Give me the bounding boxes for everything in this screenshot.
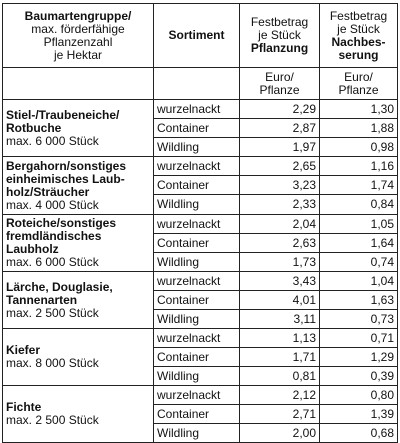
header-replant-line: serung xyxy=(338,47,379,62)
sortiment-cell: Wildling xyxy=(154,138,240,157)
sortiment-cell: Container xyxy=(154,291,240,310)
replant-amount-cell: 0,73 xyxy=(320,310,398,329)
max-plants-per-hectare: max. 2 500 Stück xyxy=(6,413,99,427)
planting-amount-cell: 3,43 xyxy=(240,272,320,291)
species-group-cell xyxy=(3,272,154,329)
sortiment-cell: Wildling xyxy=(154,253,240,272)
unit-line: Euro/ xyxy=(265,69,294,84)
header-sortiment: Sortiment xyxy=(154,4,240,68)
planting-amount-cell: 2,71 xyxy=(240,405,320,424)
planting-amount-cell: 2,87 xyxy=(240,119,320,138)
unit-replant xyxy=(320,68,398,100)
replant-amount-cell: 1,30 xyxy=(320,100,398,119)
unit-empty xyxy=(154,68,240,100)
unit-planting xyxy=(240,68,320,100)
sortiment-cell: wurzelnackt xyxy=(154,329,240,348)
header-planting-line: Pflanzung xyxy=(250,41,309,55)
planting-amount-cell: 2,29 xyxy=(240,100,320,119)
planting-amount-cell: 2,12 xyxy=(240,386,320,405)
planting-amount-cell: 1,13 xyxy=(240,329,320,348)
species-group-name: holz/Sträucher xyxy=(6,184,90,199)
replant-amount-cell: 0,68 xyxy=(320,424,398,443)
sortiment-cell: Wildling xyxy=(154,195,240,215)
replant-amount-cell: 0,84 xyxy=(320,195,398,215)
sortiment-cell: Container xyxy=(154,234,240,253)
sortiment-cell: wurzelnackt xyxy=(154,157,240,176)
replant-amount-cell: 1,29 xyxy=(320,348,398,367)
header-planting xyxy=(240,4,320,68)
table-row xyxy=(3,215,398,234)
replant-amount-cell: 1,64 xyxy=(320,234,398,253)
replant-amount-cell: 1,74 xyxy=(320,176,398,195)
species-group-name: Roteiche/sonstiges xyxy=(6,216,117,230)
replant-amount-cell: 1,04 xyxy=(320,272,398,291)
sortiment-cell: wurzelnackt xyxy=(154,386,240,405)
header-group-line: Pflanzenzahl xyxy=(43,34,113,49)
planting-amount-cell: 1,73 xyxy=(240,253,320,272)
sortiment-cell: Container xyxy=(154,405,240,424)
species-group-name: Laubholz xyxy=(6,242,59,256)
planting-amount-cell: 3,11 xyxy=(240,310,320,329)
unit-line: Euro/ xyxy=(344,69,373,84)
sortiment-cell: wurzelnackt xyxy=(154,272,240,291)
unit-line: Pflanze xyxy=(259,82,300,97)
planting-amount-cell: 1,71 xyxy=(240,348,320,367)
replant-amount-cell: 0,80 xyxy=(320,386,398,405)
header-replant xyxy=(320,4,398,68)
subsidy-table xyxy=(2,3,398,443)
sortiment-cell: Wildling xyxy=(154,367,240,386)
species-group-name: Fichte xyxy=(6,400,42,414)
table-row xyxy=(3,272,398,291)
species-group-cell xyxy=(3,215,154,272)
replant-amount-cell: 1,88 xyxy=(320,119,398,138)
species-group-name: Lärche, Douglasie, xyxy=(6,279,113,294)
species-group-name: Kiefer xyxy=(6,343,41,357)
replant-amount-cell: 0,39 xyxy=(320,367,398,386)
species-group-name: fremdländisches xyxy=(6,229,102,243)
replant-amount-cell: 0,71 xyxy=(320,329,398,348)
replant-amount-cell: 0,98 xyxy=(320,138,398,157)
species-group-cell xyxy=(3,157,154,215)
sortiment-cell: Container xyxy=(154,348,240,367)
unit-line: Pflanze xyxy=(338,82,379,97)
sortiment-cell: Container xyxy=(154,119,240,138)
max-plants-per-hectare: max. 8 000 Stück xyxy=(6,356,99,370)
replant-amount-cell: 1,63 xyxy=(320,291,398,310)
planting-amount-cell: 4,01 xyxy=(240,291,320,310)
planting-amount-cell: 2,33 xyxy=(240,195,320,215)
replant-amount-cell: 1,16 xyxy=(320,157,398,176)
species-group-name: Tannenarten xyxy=(6,292,78,307)
planting-amount-cell: 3,23 xyxy=(240,176,320,195)
header-planting-line: Festbetrag xyxy=(250,15,309,29)
header-group-line: Baumartengruppe/ xyxy=(24,8,132,23)
replant-amount-cell: 1,39 xyxy=(320,405,398,424)
sortiment-cell: Wildling xyxy=(154,424,240,443)
sortiment-cell: wurzelnackt xyxy=(154,215,240,234)
sortiment-cell: Wildling xyxy=(154,310,240,329)
header-replant-line: Nachbes- xyxy=(331,34,386,49)
species-group-name: Stiel-/Traubeneiche/ xyxy=(6,107,120,122)
unit-row xyxy=(3,68,398,100)
table-row xyxy=(3,100,398,119)
species-group-cell xyxy=(3,100,154,157)
header-replant-line: Festbetrag xyxy=(329,8,388,23)
planting-amount-cell: 0,81 xyxy=(240,367,320,386)
species-group-cell xyxy=(3,386,154,443)
table-row xyxy=(3,157,398,176)
header-group-line: max. förderfähige xyxy=(31,21,125,36)
max-plants-per-hectare: max. 6 000 Stück xyxy=(6,255,99,269)
planting-amount-cell: 2,63 xyxy=(240,234,320,253)
unit-empty xyxy=(3,68,154,100)
header-planting-line: je Stück xyxy=(258,28,301,42)
header-replant-line: je Stück xyxy=(337,21,380,36)
header-group-line: je Hektar xyxy=(53,47,103,62)
max-plants-per-hectare: max. 4 000 Stück xyxy=(6,197,99,212)
max-plants-per-hectare: max. 6 000 Stück xyxy=(6,133,99,148)
replant-amount-cell: 0,74 xyxy=(320,253,398,272)
species-group-cell xyxy=(3,329,154,386)
planting-amount-cell: 1,97 xyxy=(240,138,320,157)
planting-amount-cell: 2,65 xyxy=(240,157,320,176)
planting-amount-cell: 2,00 xyxy=(240,424,320,443)
species-group-name: einheimisches Laub- xyxy=(6,171,125,186)
sortiment-cell: wurzelnackt xyxy=(154,100,240,119)
species-group-name: Bergahorn/sonstiges xyxy=(6,158,127,173)
sortiment-cell: Container xyxy=(154,176,240,195)
planting-amount-cell: 2,04 xyxy=(240,215,320,234)
header-row xyxy=(3,4,398,68)
species-group-name: Rotbuche xyxy=(6,120,62,135)
replant-amount-cell: 1,05 xyxy=(320,215,398,234)
table-row xyxy=(3,329,398,348)
max-plants-per-hectare: max. 2 500 Stück xyxy=(6,305,99,320)
header-group xyxy=(3,4,154,68)
table-row xyxy=(3,386,398,405)
